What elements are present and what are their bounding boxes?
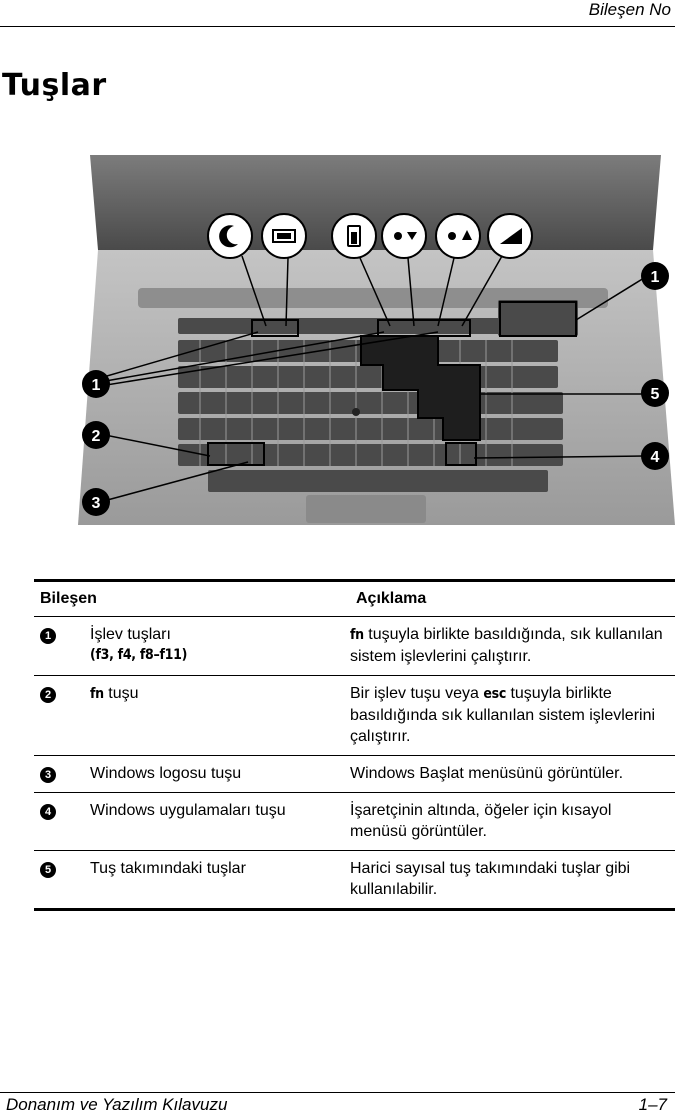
pointing-stick bbox=[352, 408, 360, 416]
brightness-up-icon bbox=[436, 214, 480, 258]
component-description: İşaretçinin altında, öğeler için kısayol menüsü görüntüler. bbox=[350, 802, 612, 840]
row-number-badge: 3 bbox=[40, 767, 56, 783]
table-row bbox=[34, 851, 675, 910]
description-text: Bir işlev tuşu veya bbox=[350, 685, 484, 702]
description-text: tuşuyla birlikte basıldığında sık kullanılan sistem işlevlerini çalıştırır. bbox=[350, 685, 656, 745]
description-text: tuşuyla birlikte basıldığında, sık kullanılan sistem işlevlerini çalıştırır. bbox=[350, 626, 663, 665]
callout-1-left-label: 1 bbox=[91, 377, 101, 394]
component-description bbox=[350, 676, 675, 756]
keyboard-figure bbox=[78, 150, 675, 530]
row-number-badge: 5 bbox=[40, 862, 56, 878]
footer-page-number: 1–7 bbox=[638, 1095, 667, 1114]
callout-5-label: 5 bbox=[650, 386, 660, 403]
brightness-down-icon bbox=[382, 214, 426, 258]
table-row bbox=[34, 617, 675, 676]
component-table bbox=[34, 579, 675, 911]
description-key: esc bbox=[483, 686, 506, 702]
table-row bbox=[34, 793, 675, 851]
description-key: fn bbox=[350, 627, 364, 643]
table-header-row bbox=[34, 581, 675, 617]
row-number-badge: 2 bbox=[40, 687, 56, 703]
row-number-badge: 4 bbox=[40, 804, 56, 820]
component-name: Windows uygulamaları tuşu bbox=[90, 802, 286, 819]
component-description: Windows Başlat menüsünü görüntüler. bbox=[350, 765, 624, 782]
component-name: İşlev tuşları bbox=[90, 626, 171, 643]
page-footer bbox=[0, 1092, 675, 1114]
ambient-light-icon bbox=[488, 214, 532, 258]
component-name: Windows logosu tuşu bbox=[90, 765, 242, 782]
sleep-icon bbox=[208, 214, 252, 258]
footer-manual-title: Donanım ve Yazılım Kılavuzu bbox=[6, 1095, 228, 1114]
component-key: fn bbox=[90, 686, 104, 702]
component-key-list: (f3, f4, f8–f11) bbox=[90, 647, 188, 663]
table-row bbox=[34, 756, 675, 793]
column-header-component: Bileşen bbox=[40, 589, 97, 607]
table-row bbox=[34, 676, 675, 756]
callout-1-right-label: 1 bbox=[650, 269, 660, 286]
callout-2-label: 2 bbox=[91, 428, 101, 445]
component-description bbox=[350, 617, 675, 676]
row-number-badge: 1 bbox=[40, 628, 56, 644]
section-title: Tuşlar bbox=[2, 68, 107, 103]
callout-3-label: 3 bbox=[91, 495, 101, 512]
column-header-description: Açıklama bbox=[356, 589, 427, 607]
component-description: Harici sayısal tuş takımındaki tuşlar gibi kullanılabilir. bbox=[350, 860, 631, 898]
callout-4-label: 4 bbox=[650, 449, 660, 466]
component-name: tuşu bbox=[103, 685, 139, 702]
component-name: Tuş takımındaki tuşlar bbox=[90, 860, 246, 877]
page-header bbox=[0, 0, 675, 27]
header-title: Bileşen No bbox=[588, 0, 671, 19]
touchpad bbox=[306, 495, 426, 523]
